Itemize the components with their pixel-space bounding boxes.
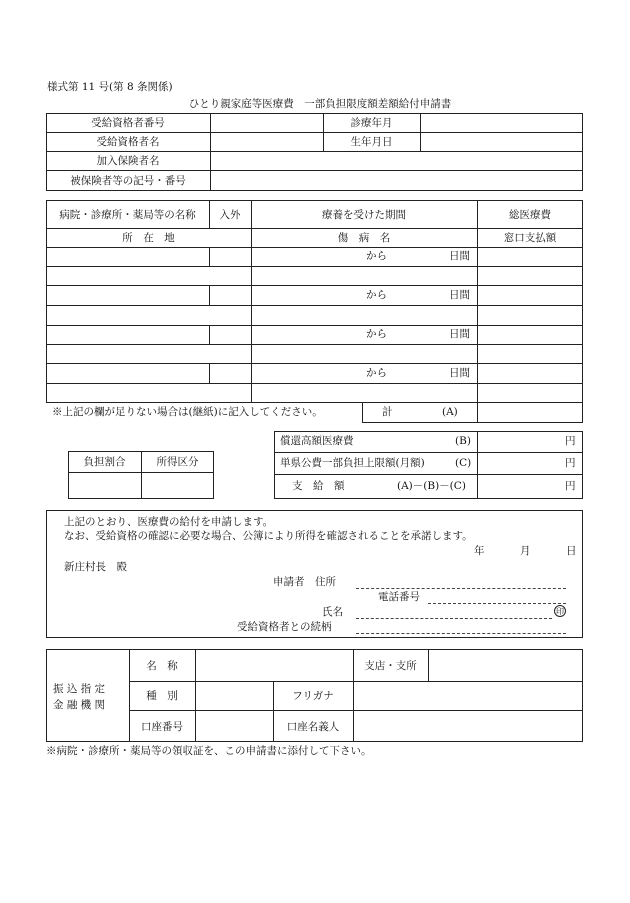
statement-line1: 上記のとおり、医療費の給付を申請します。 [64,516,274,528]
overflow-note: ※上記の欄が足りない場合は(継紙)に記入してください。 [52,406,323,418]
period-from-3: から [366,328,387,340]
period-from-2: から [366,289,387,301]
recipient-name-field[interactable] [211,133,322,150]
sum-label: 計 [382,406,393,418]
account-number-field[interactable] [196,711,272,741]
insured-number-field[interactable] [211,171,582,190]
label-bank-name: 名 称 [146,659,178,672]
unit-yen-c: 円 [565,457,576,469]
recipient-number-field[interactable] [211,114,322,131]
header-facility: 病院・診療所・薬局等の名称 [59,208,196,221]
insurer-field[interactable] [211,152,582,169]
bank-label-line1: 振 込 指 定 [53,683,106,695]
relation-field[interactable] [356,620,566,633]
label-account-number: 口座番号 [141,720,183,733]
bank-label-line2: 金 融 機 関 [53,699,106,711]
birth-date-field[interactable] [421,133,582,150]
account-type-field[interactable] [196,682,272,709]
payment-amount-field[interactable] [478,475,562,498]
period-days-1: 日間 [449,250,470,262]
label-insured-number: 被保険者等の記号・番号 [70,175,186,187]
formula-payment: (A)－(B)－(C) [397,480,466,492]
footer-note: ※病院・診療所・薬局等の領収証を、この申請書に添付して下さい。 [46,745,372,757]
seal-mark: 印 [556,606,564,616]
label-recipient-number: 受給資格者番号 [91,117,165,129]
label-name: 氏名 [322,606,343,618]
phone-field[interactable] [428,590,566,603]
label-birth-date: 生年月日 [350,136,393,148]
marker-b: (B) [455,435,471,447]
label-reimbursed-high-cost: 償還高額医療費 [280,435,354,447]
burden-ratio-field[interactable] [69,473,140,498]
unit-yen-payment: 円 [565,480,576,492]
form-code: 様式第 11 号(第 8 条関係) [47,81,173,93]
date-day: 日 [566,545,577,557]
period-from-1: から [366,250,387,262]
statement-line2: なお、受給資格の確認に必要な場合、公簿により所得を確認されることを承諾します。 [64,530,473,542]
reimbursed-field[interactable] [478,432,562,451]
label-burden-ratio: 負担割合 [83,456,126,468]
label-relation: 受給資格者との続柄 [237,621,332,633]
addressee: 新庄村長 殿 [64,561,127,573]
header-period: 療養を受けた期間 [322,208,406,221]
unit-yen-b: 円 [565,435,576,447]
header-copay: 窓口支払額 [503,232,557,244]
branch-field[interactable] [429,650,582,680]
header-inout: 入外 [219,208,241,221]
furigana-field[interactable] [354,682,582,709]
date-month: 月 [520,545,531,557]
label-income-class: 所得区分 [156,456,199,468]
label-account-holder: 口座名義人 [286,720,340,733]
label-phone: 電話番号 [378,591,420,603]
label-furigana: フリガナ [292,690,334,702]
label-insurer: 加入保険者名 [96,155,160,167]
label-exam-month: 診療年月 [350,117,393,129]
date-year: 年 [474,545,485,557]
income-class-field[interactable] [142,473,213,498]
applicant-name-field[interactable] [356,605,552,618]
label-recipient-name: 受給資格者名 [96,136,160,148]
period-days-2: 日間 [449,289,470,301]
monthly-limit-field[interactable] [478,453,562,473]
bank-name-field[interactable] [196,650,352,680]
applicant-address-field[interactable] [356,575,566,588]
period-days-3: 日間 [449,328,470,340]
label-branch: 支店・支所 [364,659,417,672]
sum-a-field[interactable] [478,403,582,422]
form-title: ひとり親家庭等医療費 一部負担限度額差額給付申請書 [188,98,452,110]
label-monthly-limit: 単県公費一部負担上限額(月額) [280,457,425,469]
header-total-cost: 総医療費 [509,208,551,221]
label-payment-amount: 支 給 額 [292,480,345,492]
label-applicant-address: 申請者 住所 [273,576,336,588]
period-days-4: 日間 [449,367,470,379]
sum-marker: (A) [442,406,458,418]
exam-month-field[interactable] [421,114,582,131]
marker-c: (C) [455,457,472,469]
account-holder-field[interactable] [354,711,582,741]
header-address: 所 在 地 [122,232,175,244]
label-account-type: 種 別 [146,690,178,702]
period-from-4: から [366,367,387,379]
header-disease: 傷 病 名 [337,232,391,244]
